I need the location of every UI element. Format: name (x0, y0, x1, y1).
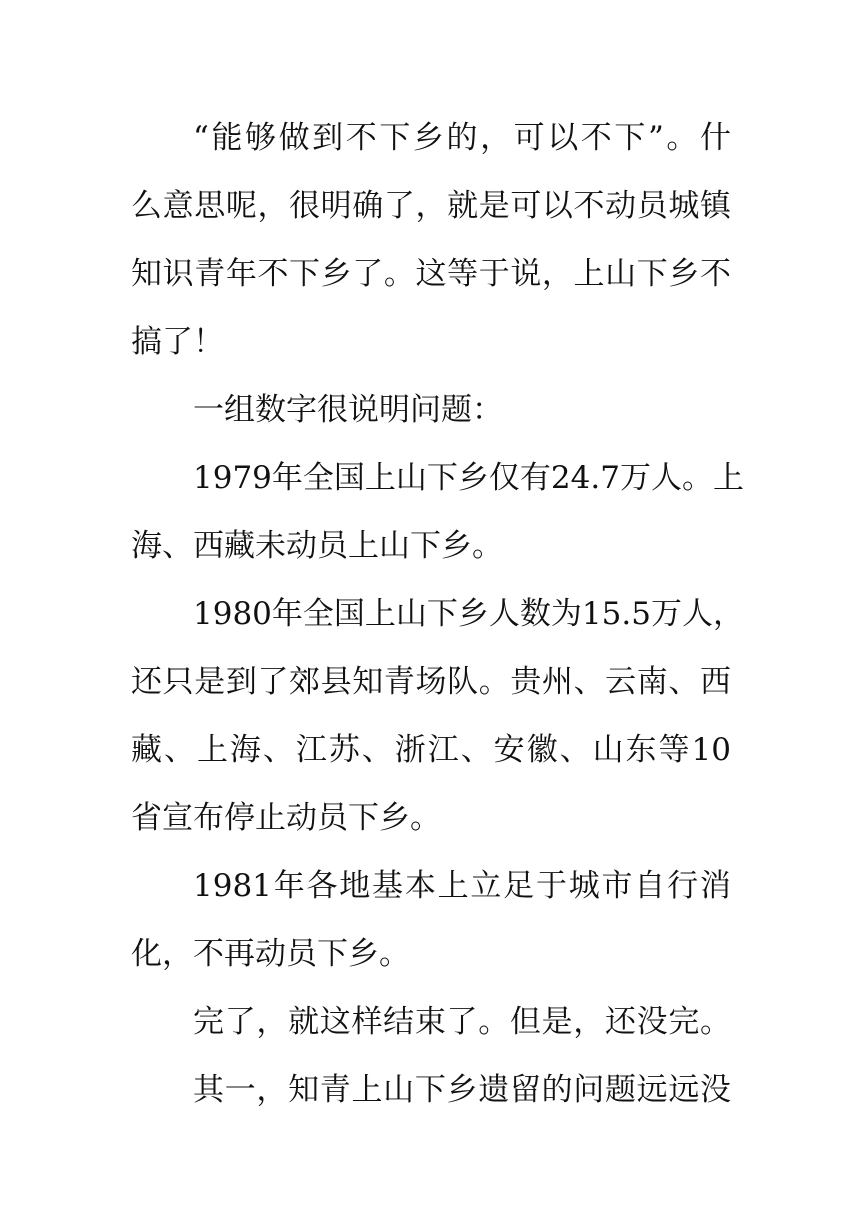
text-line: 么 意 思 呢 ， 很 明 确 了 ， 就 是 可 以 不 动 员 城 镇 (131, 188, 731, 224)
text-line: 化，不再动员下乡。 (131, 936, 410, 972)
text-line: 知 识 青 年 不 下 乡 了 。 这 等 于 说 ， 上 山 下 乡 不 (131, 256, 731, 292)
text-line: 1981 年 各 地 基 本 上 立 足 于 城 市 自 行 消 (193, 868, 731, 904)
text-line: 1979 年 全 国 上 山 下 乡 仅 有 24.7 万 人 。 上 (193, 460, 744, 496)
text-line: 藏 、 上 海 、 江 苏 、 浙 江 、 安 徽 、 山 东 等 10 (131, 732, 731, 768)
text-line: 省宣布停止动员下乡。 (131, 800, 441, 836)
text-line: 搞了！ (131, 324, 224, 360)
text-line: 1980 年 全 国 上 山 下 乡 人 数 为 15.5 万 人 ， (193, 596, 744, 632)
text-line: 完 了 ， 就 这 样 结 束 了 。 但 是 ， 还 没 完 。 (193, 1004, 731, 1040)
text-line: 还 只 是 到 了 郊 县 知 青 场 队 。 贵 州 、 云 南 、 西 (131, 664, 731, 700)
text-line: 海、西藏未动员上山下乡。 (131, 528, 503, 564)
text-line: 其 一 ， 知 青 上 山 下 乡 遗 留 的 问 题 远 远 没 (193, 1072, 731, 1108)
text-line: 一组数字很说明问题： (193, 392, 503, 428)
text-line: “ 能 够 做 到 不 下 乡 的 ， 可 以 不 下 ” 。 什 (193, 120, 731, 156)
body-text (131, 104, 744, 1124)
